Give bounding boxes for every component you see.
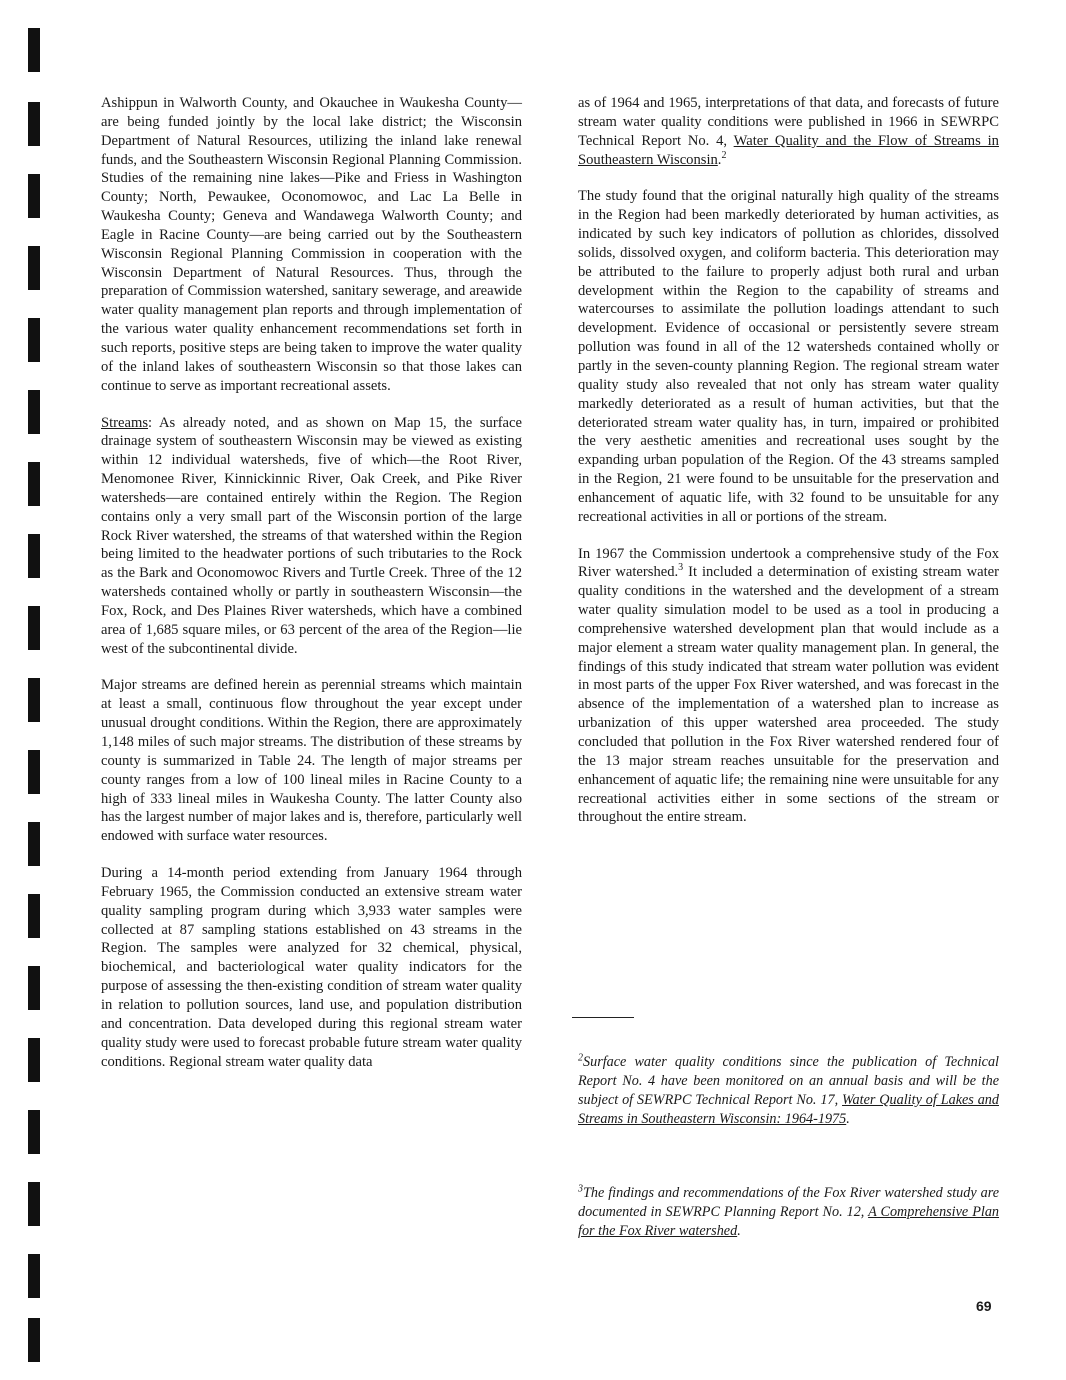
paragraph-streams: [101, 414, 522, 659]
right-column: [578, 94, 999, 845]
footnote-2: [578, 1053, 999, 1128]
report-title: A Comprehensive Plan for the Fox River watershed: [578, 1203, 1000, 1239]
footnote-divider: [572, 1017, 634, 1018]
binding-mark: [28, 318, 40, 362]
binding-mark: [28, 750, 40, 794]
binding-mark: [28, 606, 40, 650]
punctuation: .: [717, 151, 722, 168]
binding-mark: [28, 1110, 40, 1154]
footnote-text: Surface water quality conditions since the publication of Technical Report No. 4 have been monitored on an annual basis and will be the subject of SEWRPC Technical Report No. 17,: [578, 1054, 999, 1108]
binding-mark: [28, 462, 40, 506]
footnote-3: [578, 1184, 999, 1241]
streams-heading: Streams: [101, 414, 149, 431]
report-title: Water Quality and the Flow of Streams in Southeastern Wisconsin: [578, 132, 999, 168]
binding-mark: [28, 28, 40, 72]
binding-mark: [28, 246, 40, 290]
footnote-marker: 2: [578, 1052, 583, 1064]
footnote-text: The findings and recommendations of the Fox River watershed study are documented in SEWRPC Planning Report No. 12,: [578, 1185, 999, 1220]
paragraph: Ashippun in Walworth County, and Okauchee in Waukesha County—are being funded jointly by the local lake district; the Wisconsin Department of Natural Resources, utilizing the inland lake renewal funds, and the Southeastern Wisconsin Regional Planning Commission. Studies of the remaining nine lakes—Pike and Friess in Washington County; North, Pewaukee, Oconomowoc, and Lac La Belle in Waukesha County; Geneva and Wandawega Walworth County; and Eagle in Racine County—are being carried out by the Southeastern Wisconsin Regional Planning Commission in cooperation with the Wisconsin Department of Natural Resources. Thus, through the preparation of Commission watershed, sanitary sewerage, and areawide water quality management plan reports and through implementation of the various water quality enhancement recommendations set forth in such reports, positive steps are being taken to improve the water quality of the inland lakes of southeastern Wisconsin so that those lakes can continue to serve as important recreational assets.: [101, 95, 522, 394]
binding-mark: [28, 822, 40, 866]
report-title: Water Quality of Lakes and Streams in Southeastern Wisconsin: 1964-1975: [578, 1091, 999, 1127]
paragraph: [578, 545, 999, 828]
page-number: 69: [976, 1298, 992, 1314]
binding-mark: [28, 678, 40, 722]
footnote-ref: 3: [678, 562, 684, 574]
binding-mark: [28, 174, 40, 218]
paragraph-text: In 1967 the Commission undertook a comprehensive study of the Fox River watershed.: [578, 545, 999, 581]
binding-mark: [28, 1318, 40, 1362]
binding-mark: [28, 1254, 40, 1298]
paragraph: During a 14-month period extending from January 1964 through February 1965, the Commission conducted an extensive stream water quality sampling program during which 3,933 water samples were collected at 87 sampling stations established on 43 streams in the Region. The samples were analyzed for 32 chemical, physical, biochemical, and bacteriological water quality indicators for the purpose of assessing the then-existing condition of stream water quality in relation to pollution sources, land use, and population distribution and concentration. Data developed during this regional stream water quality study were used to forecast probable future stream water quality conditions. Regional stream water quality data: [101, 865, 522, 1070]
paragraph: The study found that the original naturally high quality of the streams in the Region had been markedly deteriorated by human activities, as indicated by such key indicators of pollution as chlorides, dissolved solids, dissolved oxygen, and coliform bacteria. This deterioration may be attributed to the failure to properly adjust both rural and urban development within the Region to the capability of streams and watercourses to assimilate the pollution loadings attendant to such development. Evidence of occasional or persistently severe stream pollution was found in all of the 12 watersheds contained wholly or partly in the seven-county planning Region. The regional stream water quality study also revealed that not only has stream water quality markedly deteriorated as a result of human activities, but that the deteriorated stream water quality has, in turn, impaired or prohibited the very aesthetic amenities and recreational uses sought by the expanding urban population of the Region. Of the 43 streams sampled in the Region, 21 were found to be unsuitable for the preservation and enhancement of aquatic life, with 32 found to be unsuitable for any recreational activities in all or portions of the stream.: [578, 188, 999, 525]
paragraph-text: : As already noted, and as shown on Map 15, the surface drainage system of southeastern Wisconsin may be viewed as existing within 12 individual watersheds, five of which—the Root River, Menomonee River, Kinnickinnic River, Oak Creek, and Pike River watersheds—are contained entirely within the Region. The Region contains only a very small part of the Wisconsin portion of the large Rock River watershed, the streams of that watershed within the Region being limited to the headwater portions of such tributaries to the Rock as the Bark and Oconomowoc Rivers and Turtle Creek. Three of the 12 watersheds contained wholly or partly in southeastern Wisconsin—the Fox, Rock, and Des Plaines River watersheds, which have a combined area of 1,685 square miles, or 63 percent of the area of the Region—lie west of the subcontinental divide.: [101, 414, 522, 657]
left-column: [101, 94, 522, 1089]
punctuation: .: [737, 1222, 741, 1239]
footnote-ref: 2: [721, 149, 727, 161]
binding-mark: [28, 894, 40, 938]
binding-mark: [28, 1182, 40, 1226]
paragraph: Major streams are defined herein as perennial streams which maintain at least a small, continuous flow throughout the year except under unusual drought conditions. Within the Region, there are approximately 1,148 miles of such major streams. The distribution of these streams by county is summarized in Table 24. The length of major streams per county ranges from a low of 100 lineal miles in Racine County to a high of 333 lineal miles in Waukesha County. The latter County also has the largest number of major lakes and is, therefore, particularly well endowed with surface water resources.: [101, 677, 522, 845]
footnote-marker: 3: [578, 1183, 583, 1195]
binding-mark: [28, 966, 40, 1010]
paragraph-text: as of 1964 and 1965, interpretations of that data, and forecasts of future stream water quality conditions were published in 1966 in SEWRPC Technical Report No. 4,: [578, 95, 999, 149]
paragraph-text: It included a determination of existing stream water quality conditions in the watershed and the development of a stream water quality simulation model to be used as a tool in producing a comprehensive watershed development plan that would include as a major element a stream water quality management plan. In general, the findings of this study indicated that stream water pollution was evident in most parts of the upper Fox River watershed, and was forecast in the absence of the implementation of a watershed plan to increase as urbanization of this upper watershed area proceeded. The study concluded that pollution in the Fox River watershed rendered four of the 13 major stream reaches unsuitable for the preservation and enhancement of aquatic life; the remaining nine were unsuitable for any recreational activities either in some sections of the stream or throughout the entire stream.: [578, 564, 999, 826]
binding-mark: [28, 390, 40, 434]
binding-mark: [28, 534, 40, 578]
binding-mark: [28, 102, 40, 146]
punctuation: .: [846, 1110, 850, 1127]
paragraph: [578, 94, 999, 169]
binding-mark: [28, 1038, 40, 1082]
